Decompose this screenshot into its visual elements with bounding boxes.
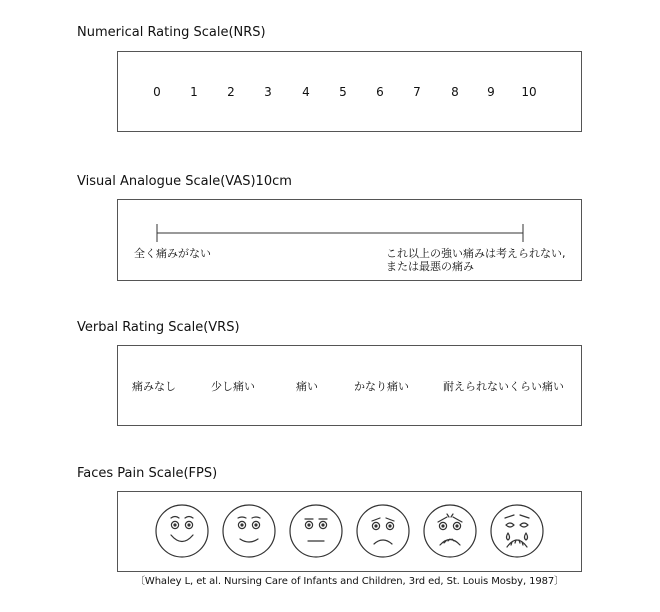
nrs-number: 2 (227, 85, 235, 99)
fps-box (117, 491, 582, 572)
vrs-label: 少し痛い (211, 380, 255, 393)
vrs-label: 耐えられないくらい痛い (443, 380, 564, 393)
nrs-number: 7 (413, 85, 421, 99)
nrs-number: 0 (153, 85, 161, 99)
vas-title: Visual Analogue Scale(VAS)10cm (77, 174, 292, 189)
vrs-title: Verbal Rating Scale(VRS) (77, 320, 240, 335)
nrs-number: 6 (376, 85, 384, 99)
crying-face-icon (491, 505, 543, 557)
vrs-label: 痛みなし (132, 380, 176, 393)
nrs-number: 9 (487, 85, 495, 99)
nrs-number: 3 (264, 85, 272, 99)
worried-face-icon (424, 505, 476, 557)
nrs-number: 8 (451, 85, 459, 99)
vas-right-label-line1: これ以上の強い痛みは考えられない, (386, 247, 566, 260)
nrs-number: 1 (190, 85, 198, 99)
nrs-number: 10 (521, 85, 537, 99)
vas-right-label-line2: または最悪の痛み (386, 260, 474, 273)
nrs-box (117, 51, 582, 132)
smiling-face-icon (156, 505, 208, 557)
vrs-label: かなり痛い (354, 380, 409, 393)
vas-line-graphic (118, 200, 581, 280)
nrs-number: 5 (339, 85, 347, 99)
source-citation: 〔Whaley L, et al. Nursing Care of Infants and Children, 3rd ed, St. Louis Mosby, 1987〕 (135, 576, 565, 587)
faces-graphic (118, 492, 581, 571)
fps-title: Faces Pain Scale(FPS) (77, 466, 218, 481)
nrs-title: Numerical Rating Scale(NRS) (77, 25, 266, 40)
vrs-box (117, 345, 582, 426)
nrs-number: 4 (302, 85, 310, 99)
vrs-label: 痛い (296, 380, 318, 393)
vas-box (117, 199, 582, 281)
neutral-face-icon (290, 505, 342, 557)
slight-smile-face-icon (223, 505, 275, 557)
frowning-face-icon (357, 505, 409, 557)
vas-left-label: 全く痛みがない (134, 247, 211, 260)
